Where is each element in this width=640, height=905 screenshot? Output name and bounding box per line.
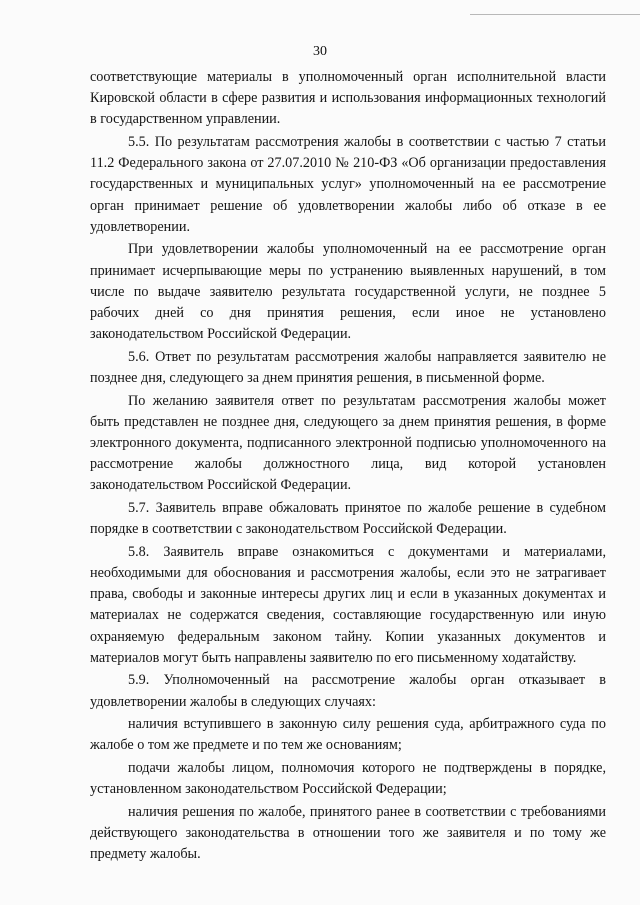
paragraph-continuation: соответствующие материалы в уполномоченный орган исполнительной власти Кировской области в сфере развития и использования информационных технологий в государственном управлении. — [90, 69, 606, 128]
refusal-case-court-decision: наличия вступившего в законную силу решения суда, арбитражного суда по жалобе о том же предмете и по тем же основаниям; — [90, 716, 606, 754]
paragraph-5-5: 5.5. По результатам рассмотрения жалобы в соответствии с частью 7 статьи 11.2 Федерального закона от 27.07.2010 № 210-ФЗ «Об организации предоставления государственных и муниципальных услуг» уполномоченный на ее рассмотрение орган принимает решение об удовлетворении жалобы либо об отказе в ее удовлетворении. — [90, 134, 606, 235]
top-edge-rule — [470, 14, 640, 15]
paragraph-5-8: 5.8. Заявитель вправе ознакомиться с документами и материалами, необходимыми для обоснования и рассмотрения жалобы, если это не затрагивает права, свободы и законные интересы других лиц и если в указанных документах и материалах не содержатся сведения, составляющие государственную или иную охраняемую федеральным законом тайну. Копии указанных документов и материалов могут быть направлены заявителю по его письменному ходатайству. — [90, 543, 606, 666]
paragraph-5-7: 5.7. Заявитель вправе обжаловать принятое по жалобе решение в судебном порядке в соответствии с законодательством Российской Федерации. — [90, 500, 606, 538]
page-number: 30 — [313, 44, 327, 59]
paragraph-5-9: 5.9. Уполномоченный на рассмотрение жалобы орган отказывает в удовлетворении жалобы в следующих случаях: — [90, 672, 606, 710]
paragraph-satisfaction-measures: При удовлетворении жалобы уполномоченный на ее рассмотрение орган принимает исчерпывающие меры по устранению выявленных нарушений, в том числе по выдаче заявителю результата государственной услуги, не позднее 5 рабочих дней со дня принятия решения, если иное не установлено законодательством Российской Федерации. — [90, 241, 606, 343]
refusal-case-prior-decision: наличия решения по жалобе, принятого ранее в соответствии с требованиями действующего законодательства в отношении того же заявителя и по тому же предмету жалобы. — [90, 803, 606, 863]
document-body — [90, 67, 606, 865]
paragraph-5-6: 5.6. Ответ по результатам рассмотрения жалобы направляется заявителю не позднее дня, следующего за днем принятия решения, в письменной форме. — [90, 348, 606, 387]
refusal-case-unconfirmed-authority: подачи жалобы лицом, полномочия которого не подтверждены в порядке, установленном законодательством Российской Федерации; — [90, 760, 606, 798]
paragraph-electronic-response: По желанию заявителя ответ по результатам рассмотрения жалобы может быть представлен не позднее дня, следующего за днем принятия решения, в форме электронного документа, подписанного электронной подписью уполномоченного на рассмотрение жалобы должностного лица, вид которой установлен законодательством Российской Федерации. — [90, 392, 606, 494]
